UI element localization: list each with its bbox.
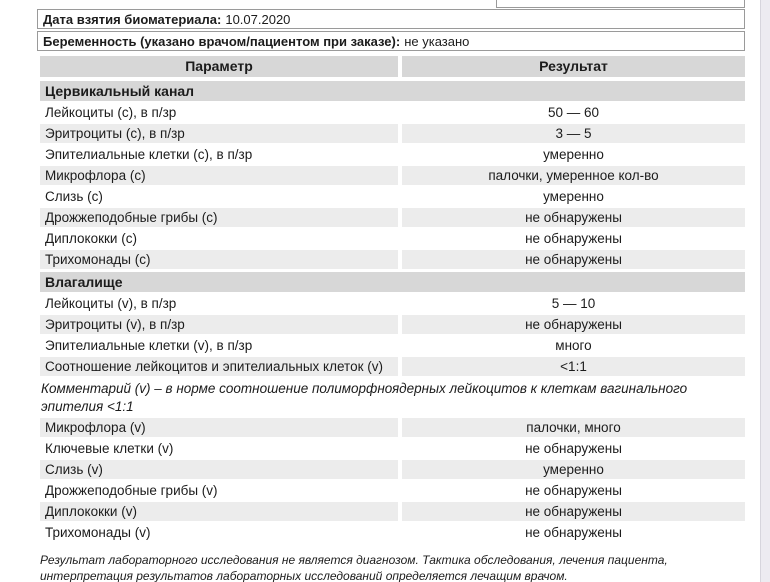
param-cell: Ключевые клетки (v) bbox=[40, 439, 398, 458]
table-row bbox=[40, 250, 745, 269]
table-row bbox=[40, 124, 745, 143]
param-cell: Эритроциты (v), в п/зр bbox=[40, 315, 398, 334]
param-cell: Эпителиальные клетки (с), в п/зр bbox=[40, 145, 398, 164]
param-cell: Эпителиальные клетки (v), в п/зр bbox=[40, 336, 398, 355]
section-header: Цервикальный канал bbox=[40, 81, 745, 101]
param-cell: Лейкоциты (v), в п/зр bbox=[40, 294, 398, 313]
table-row bbox=[40, 439, 745, 458]
param-cell: Диплококки (v) bbox=[40, 502, 398, 521]
table-row bbox=[40, 208, 745, 227]
result-cell: палочки, умеренное кол-во bbox=[402, 166, 745, 185]
table-header-row bbox=[40, 56, 745, 77]
pregnancy-value: не указано bbox=[404, 34, 470, 49]
result-cell: не обнаружены bbox=[402, 229, 745, 248]
result-cell: не обнаружены bbox=[402, 502, 745, 521]
result-cell: палочки, много bbox=[402, 418, 745, 437]
param-cell: Слизь (v) bbox=[40, 460, 398, 479]
pregnancy-label: Беременность (указано врачом/пациентом при заказе): bbox=[43, 34, 401, 49]
table-row bbox=[40, 229, 745, 248]
param-cell: Трихомонады (с) bbox=[40, 250, 398, 269]
report-content bbox=[37, 9, 745, 582]
table-row bbox=[40, 187, 745, 206]
result-cell: не обнаружены bbox=[402, 208, 745, 227]
table-row bbox=[40, 460, 745, 479]
table-row bbox=[40, 145, 745, 164]
param-cell: Лейкоциты (с), в п/зр bbox=[40, 103, 398, 122]
table-body bbox=[40, 81, 745, 542]
table-row bbox=[40, 336, 745, 355]
comment-row: Комментарий (v) – в норме соотношение полиморфноядерных лейкоцитов к клеткам вагинального эпителия <1:1 bbox=[41, 381, 688, 414]
table-row bbox=[40, 357, 745, 376]
result-cell: умеренно bbox=[402, 460, 745, 479]
table-row bbox=[40, 502, 745, 521]
param-cell: Дрожжеподобные грибы (v) bbox=[40, 481, 398, 500]
clipped-row-above bbox=[496, 0, 745, 8]
section-header: Влагалище bbox=[40, 272, 745, 292]
result-cell: не обнаружены bbox=[402, 481, 745, 500]
param-cell: Микрофлора (с) bbox=[40, 166, 398, 185]
column-header-result: Результат bbox=[402, 56, 745, 77]
param-cell: Микрофлора (v) bbox=[40, 418, 398, 437]
result-cell: не обнаружены bbox=[402, 523, 745, 542]
date-biomaterial-row bbox=[37, 9, 745, 29]
table-row bbox=[40, 418, 745, 437]
disclaimer-text: Результат лабораторного исследования не является диагнозом. Тактика обследования, лечения пациента, интерпретация результатов лабораторных исследований определяется лечащим врачом. bbox=[40, 553, 668, 582]
table-row bbox=[40, 315, 745, 334]
result-cell: не обнаружены bbox=[402, 250, 745, 269]
result-cell: 3 — 5 bbox=[402, 124, 745, 143]
result-cell: 50 — 60 bbox=[402, 103, 745, 122]
result-cell: <1:1 bbox=[402, 357, 745, 376]
table-row bbox=[40, 294, 745, 313]
table-row bbox=[40, 523, 745, 542]
pregnancy-row bbox=[37, 31, 745, 51]
param-cell: Трихомонады (v) bbox=[40, 523, 398, 542]
table-row bbox=[40, 481, 745, 500]
result-cell: 5 — 10 bbox=[402, 294, 745, 313]
result-cell: много bbox=[402, 336, 745, 355]
result-cell: умеренно bbox=[402, 145, 745, 164]
result-cell: не обнаружены bbox=[402, 439, 745, 458]
column-header-parameter: Параметр bbox=[40, 56, 398, 77]
scrollbar-track[interactable] bbox=[760, 0, 770, 582]
date-biomaterial-label: Дата взятия биоматериала: bbox=[43, 12, 222, 27]
date-biomaterial-value: 10.07.2020 bbox=[225, 12, 291, 27]
param-cell: Соотношение лейкоцитов и эпителиальных клеток (v) bbox=[40, 357, 398, 376]
table-row bbox=[40, 166, 745, 185]
param-cell: Слизь (с) bbox=[40, 187, 398, 206]
table-row bbox=[40, 103, 745, 122]
result-cell: не обнаружены bbox=[402, 315, 745, 334]
param-cell: Диплококки (с) bbox=[40, 229, 398, 248]
result-cell: умеренно bbox=[402, 187, 745, 206]
param-cell: Эритроциты (с), в п/зр bbox=[40, 124, 398, 143]
param-cell: Дрожжеподобные грибы (с) bbox=[40, 208, 398, 227]
results-table bbox=[40, 56, 745, 542]
